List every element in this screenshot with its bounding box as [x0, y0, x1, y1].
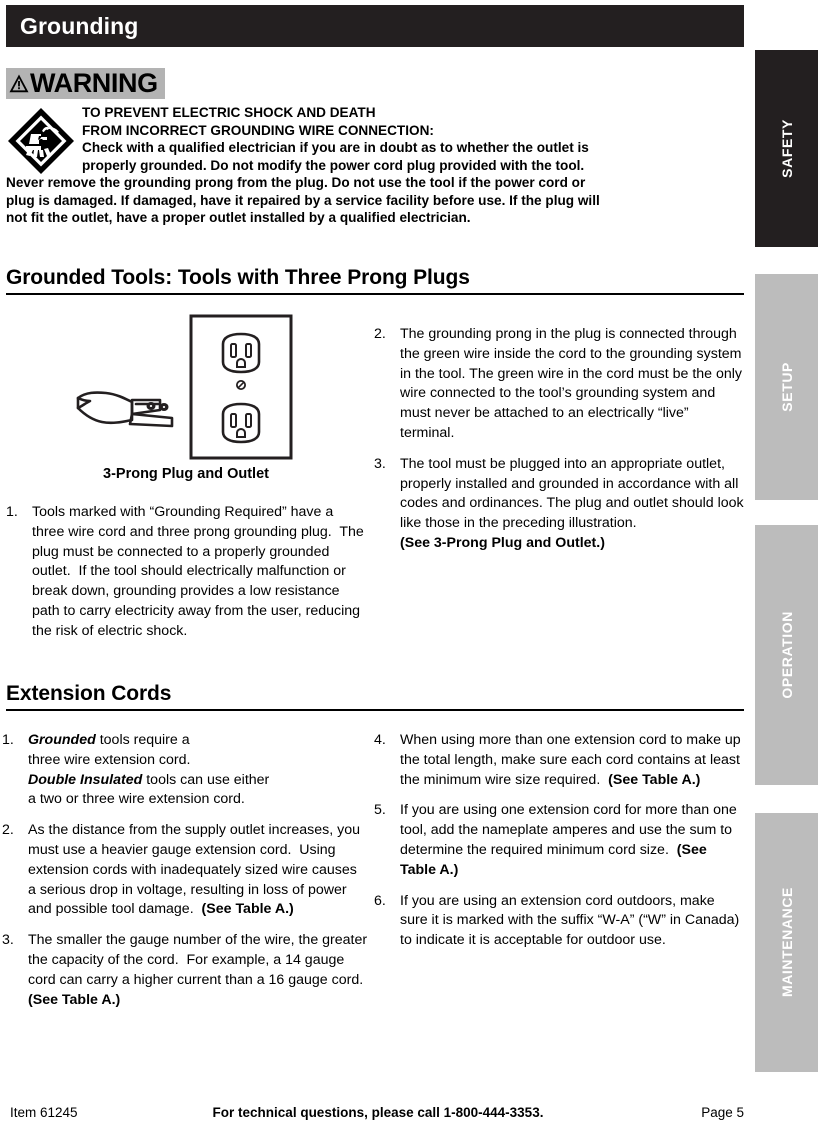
list-item-number: 3. — [2, 932, 14, 949]
figure-caption: 3-Prong Plug and Outlet — [103, 466, 269, 482]
section-title: Grounded Tools: Tools with Three Prong Plugs — [6, 266, 470, 289]
warning-block — [6, 68, 744, 227]
page-number: Page 5 — [701, 1105, 744, 1120]
list-item-text: The grounding prong in the plug is connected through the green wire inside the cord to the grounding system in the tool. The green wire in the cord must be the only wire connected to the tool’s grounding system and must never be attached to an electrically “live” terminal. — [400, 326, 743, 441]
extension-cords-heading-block — [6, 682, 744, 711]
list-item-text: If you are using one extension cord for more than one tool, add the nameplate amperes and use the sum to determine the required minimum cord size. (See Table A.) — [400, 802, 737, 878]
section-tab-label: OPERATION — [778, 611, 795, 699]
section-divider — [6, 709, 744, 711]
warning-body — [6, 104, 744, 227]
list-item-text: As the distance from the supply outlet increases, you must use a heavier gauge extension cord. Using extension cords with inadequately sized wire causes a serious drop in voltage, resulting in loss of power and possible tool damage. (See Table A.) — [28, 822, 361, 918]
plug-outlet-figure — [6, 312, 366, 482]
warning-line: plug is damaged. If damaged, have it repaired by a service facility before use. If the plug will — [6, 192, 600, 208]
section-tab-label: MAINTENANCE — [778, 887, 795, 998]
electric-shock-hand-diamond-icon — [6, 106, 76, 176]
section-divider — [6, 293, 744, 295]
warning-banner — [6, 68, 165, 99]
warning-line: not fit the outlet, have a proper outlet installed by a qualified electrician. — [6, 210, 471, 225]
item-number: Item 61245 — [10, 1105, 78, 1120]
section-tab-setup[interactable] — [755, 274, 818, 500]
warning-indented-text — [82, 104, 744, 174]
warning-line: Never remove the grounding prong from the plug. Do not use the tool if the power cord or — [6, 175, 586, 190]
list-item-number: 6. — [374, 892, 386, 909]
section-title: Extension Cords — [6, 682, 172, 705]
duplex-outlet-icon — [189, 314, 293, 460]
list-item — [2, 931, 368, 1010]
list-item-number: 1. — [6, 504, 18, 520]
list-item-number: 3. — [374, 455, 386, 472]
list-item — [374, 892, 746, 951]
list-item-text: Tools marked with “Grounding Required” have a three wire cord and three prong grounding plug. The plug must be connected to a properly grounded outlet. If the tool should electrically malfunction or break down, grounding provides a low resistance path to carry electricity away from the user, reducing the risk of electric shock. — [32, 504, 364, 639]
list-item — [374, 455, 744, 554]
list-item — [6, 503, 364, 642]
list-item-text: The tool must be plugged into an appropriate outlet, properly installed and grounded in accordance with all codes and ordinances. The plug and outlet should look like those in the preceding illustration. (See 3-Prong Plug and Outlet.) — [400, 455, 744, 551]
section-tab-maintenance[interactable] — [755, 813, 818, 1072]
section-tab-safety[interactable] — [755, 50, 818, 247]
tech-support-line: For technical questions, please call 1-800-444-3353. — [212, 1105, 544, 1120]
warning-line: Check with a qualified electrician if you are in doubt as to whether the outlet is — [82, 140, 589, 155]
page-title: Grounding — [20, 12, 139, 39]
warning-label: WARNING — [30, 68, 158, 98]
section-tab-label: SETUP — [778, 362, 795, 412]
list-item — [2, 821, 368, 920]
section-tabs-sidebar — [755, 0, 818, 1129]
warning-line: TO PREVENT ELECTRIC SHOCK AND DEATH — [82, 105, 376, 120]
list-item-text: When using more than one extension cord to make up the total length, make sure each cord contains at least the minimum wire size required. (See Table A.) — [400, 732, 741, 788]
list-item-number: 2. — [2, 822, 14, 839]
list-item — [374, 731, 746, 790]
three-prong-plug-icon — [72, 374, 182, 434]
list-item-number: 5. — [374, 802, 386, 819]
list-item-number: 2. — [374, 326, 386, 342]
list-item — [2, 731, 368, 810]
warning-line: properly grounded. Do not modify the power cord plug provided with the tool. — [82, 157, 585, 173]
list-item — [374, 801, 746, 880]
grounded-tools-left-list — [6, 503, 364, 642]
warning-line: FROM INCORRECT GROUNDING WIRE CONNECTION: — [82, 122, 434, 138]
list-item-text: The smaller the gauge number of the wire, the greater the capacity of the cord. For example, a 14 gauge cord can carry a higher current than a 16 gauge cord. (See Table A.) — [28, 932, 368, 1008]
grounded-tools-right-list — [374, 325, 744, 554]
list-item-text: If you are using an extension cord outdoors, make sure it is marked with the suffix “W-A” (“W” in Canada) to indicate it is acceptable for outdoor use. — [400, 892, 740, 949]
figure-graphics — [6, 312, 366, 462]
warning-fullwidth-text — [6, 174, 744, 227]
page-header-bar — [6, 5, 744, 47]
page-footer — [6, 1105, 750, 1125]
section-tab-label: SAFETY — [778, 119, 795, 178]
list-item-number: 1. — [2, 732, 14, 748]
list-item-number: 4. — [374, 732, 386, 748]
grounded-tools-heading-block — [6, 266, 744, 295]
list-item — [374, 325, 744, 444]
warning-triangle-icon — [9, 74, 29, 93]
section-tab-operation[interactable] — [755, 525, 818, 785]
extension-cords-left-list — [2, 731, 368, 1010]
extension-cords-right-list — [374, 731, 746, 951]
list-item-text: Grounded tools require a three wire extension cord. Double Insulated tools can use either a two or three wire extension cord. — [28, 732, 270, 808]
